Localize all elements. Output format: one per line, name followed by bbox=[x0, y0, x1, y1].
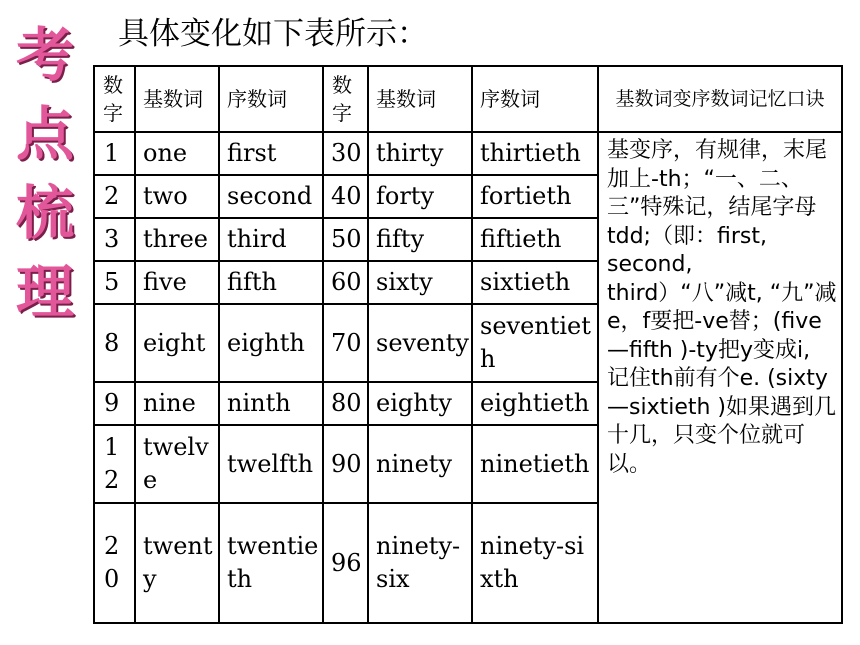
table-row bbox=[94, 132, 842, 175]
cell-number: 70 bbox=[323, 304, 368, 382]
cell-number: 50 bbox=[323, 218, 368, 261]
ordinal-table bbox=[93, 65, 843, 624]
side-title-char: 点 bbox=[15, 100, 74, 168]
cell-cardinal: eighty bbox=[368, 382, 472, 425]
cell-cardinal: forty bbox=[368, 175, 472, 218]
cell-ordinal: ninetieth bbox=[472, 425, 598, 503]
cell-ordinal: thirtieth bbox=[472, 132, 598, 175]
cell-number: 90 bbox=[323, 425, 368, 503]
cell-number: 30 bbox=[323, 132, 368, 175]
header-cardinal-2: 基数词 bbox=[368, 66, 472, 132]
cell-number: 12 bbox=[94, 425, 135, 503]
table-header-row bbox=[94, 66, 842, 132]
cell-cardinal: fifty bbox=[368, 218, 472, 261]
cell-cardinal: three bbox=[135, 218, 219, 261]
cell-ordinal: first bbox=[219, 132, 323, 175]
cell-ordinal: eightieth bbox=[472, 382, 598, 425]
cell-number: 9 bbox=[94, 382, 135, 425]
cell-mnemonic: 基变序，有规律，末尾加上-th；“一、二、三”特殊记，结尾字母tdd;（即：first, second, third）“八”减t, “九”减e，f要把-ve替；(five—fifth )-ty把y变成i, 记住th前有个e. (sixty—sixtieth )如果遇到几十几，只变个位就可以。 bbox=[598, 132, 842, 623]
cell-ordinal: ninth bbox=[219, 382, 323, 425]
cell-cardinal: ninety bbox=[368, 425, 472, 503]
cell-cardinal: one bbox=[135, 132, 219, 175]
page-heading: 具体变化如下表所示： bbox=[118, 16, 428, 52]
cell-ordinal: fiftieth bbox=[472, 218, 598, 261]
side-title-char: 理 bbox=[15, 258, 74, 326]
cell-number: 40 bbox=[323, 175, 368, 218]
cell-cardinal: eight bbox=[135, 304, 219, 382]
cell-number: 96 bbox=[323, 503, 368, 623]
cell-ordinal: twelfth bbox=[219, 425, 323, 503]
cell-ordinal: second bbox=[219, 175, 323, 218]
cell-cardinal: twelve bbox=[135, 425, 219, 503]
header-cardinal: 基数词 bbox=[135, 66, 219, 132]
cell-cardinal: two bbox=[135, 175, 219, 218]
cell-number: 1 bbox=[94, 132, 135, 175]
cell-ordinal: sixtieth bbox=[472, 261, 598, 304]
side-title-char: 梳 bbox=[15, 179, 74, 247]
cell-number: 80 bbox=[323, 382, 368, 425]
header-ordinal-2: 序数词 bbox=[472, 66, 598, 132]
cell-cardinal: ninety-six bbox=[368, 503, 472, 623]
header-ordinal: 序数词 bbox=[219, 66, 323, 132]
cell-ordinal: fifth bbox=[219, 261, 323, 304]
cell-number: 3 bbox=[94, 218, 135, 261]
cell-ordinal: ninety-sixth bbox=[472, 503, 598, 623]
header-number-2: 数字 bbox=[323, 66, 368, 132]
side-title-char: 考 bbox=[15, 21, 74, 89]
header-number: 数字 bbox=[94, 66, 135, 132]
cell-number: 8 bbox=[94, 304, 135, 382]
cell-ordinal: eighth bbox=[219, 304, 323, 382]
side-title bbox=[6, 16, 84, 332]
cell-ordinal: fortieth bbox=[472, 175, 598, 218]
cell-number: 20 bbox=[94, 503, 135, 623]
cell-cardinal: seventy bbox=[368, 304, 472, 382]
cell-cardinal: thirty bbox=[368, 132, 472, 175]
cell-number: 2 bbox=[94, 175, 135, 218]
cell-number: 60 bbox=[323, 261, 368, 304]
header-mnemonic: 基数词变序数词记忆口诀 bbox=[598, 66, 842, 132]
cell-cardinal: five bbox=[135, 261, 219, 304]
cell-cardinal: nine bbox=[135, 382, 219, 425]
cell-ordinal: third bbox=[219, 218, 323, 261]
cell-number: 5 bbox=[94, 261, 135, 304]
cell-ordinal: seventieth bbox=[472, 304, 598, 382]
cell-cardinal: sixty bbox=[368, 261, 472, 304]
cell-cardinal: twenty bbox=[135, 503, 219, 623]
cell-ordinal: twentieth bbox=[219, 503, 323, 623]
